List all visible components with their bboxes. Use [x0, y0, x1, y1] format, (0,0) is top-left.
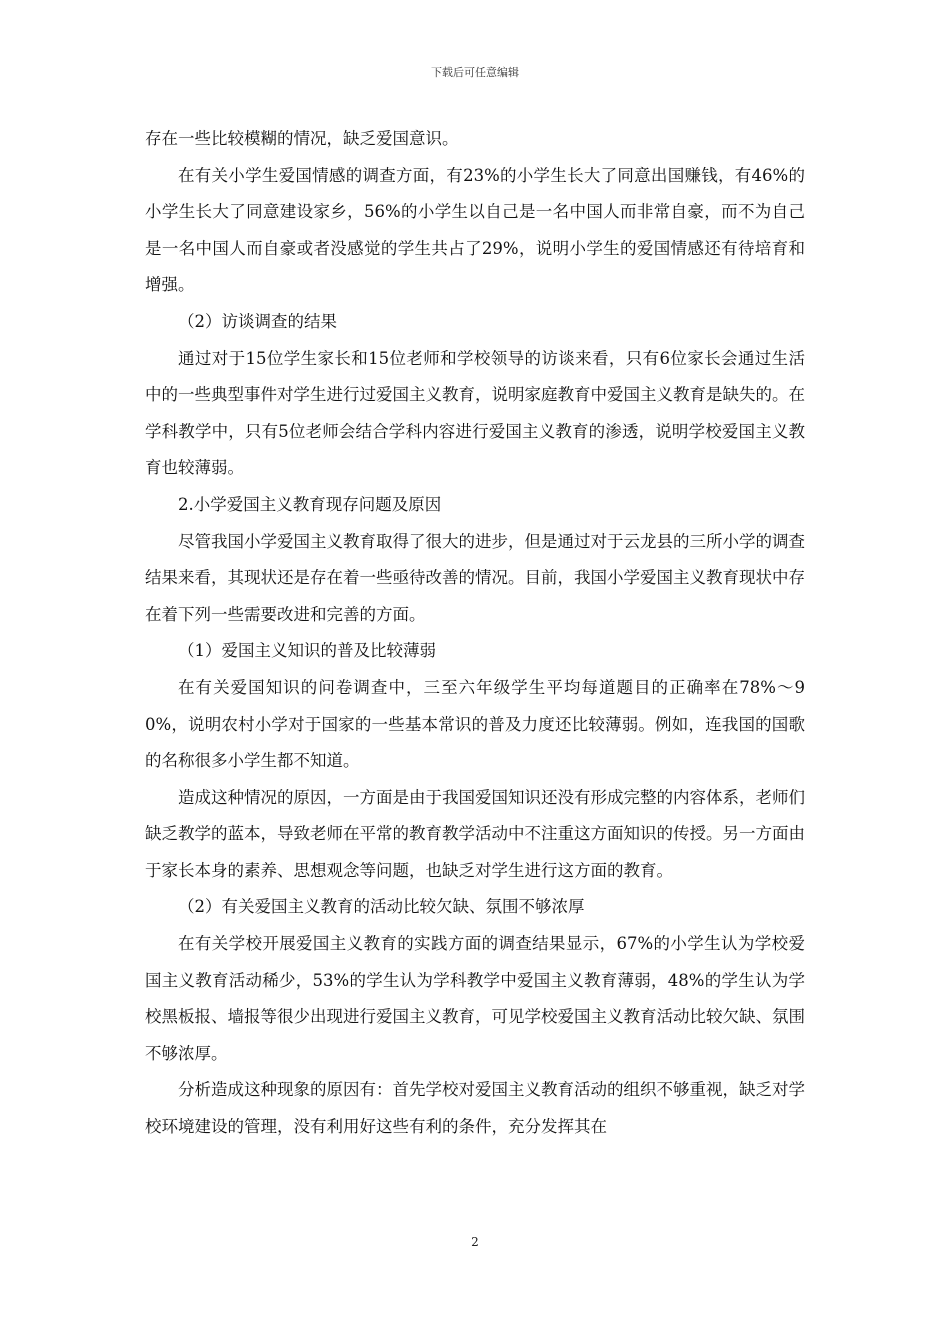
section-heading-interview-results: （2）访谈调查的结果	[178, 311, 337, 331]
paragraph-interview-results: 通过对于15位学生家长和15位老师和学校领导的访谈来看，只有6位家长会通过生活中的一些典型事件对学生进行过爱国主义教育，说明家庭教育中爱国主义教育是缺失的。在学科教学中，只有5位老师会结合学科内容进行爱国主义教育的渗透，说明学校爱国主义教育也较薄弱。	[145, 348, 805, 478]
paragraph-activities-causes: 分析造成这种现象的原因有：首先学校对爱国主义教育活动的组织不够重视，缺乏对学校环境建设的管理，没有利用好这些有利的条件，充分发挥其在	[145, 1080, 805, 1137]
page-header: 下载后可任意编辑	[431, 66, 519, 79]
paragraph-activities-survey: 在有关学校开展爱国主义教育的实践方面的调查结果显示，67%的小学生认为学校爱国主义教育活动稀少，53%的学生认为学科教学中爱国主义教育薄弱，48%的学生认为学校黑板报、墙报等很少出现进行爱国主义教育，可见学校爱国主义教育活动比较欠缺、氛围不够浓厚。	[145, 934, 805, 1063]
section-heading-problems-causes: 2.小学爱国主义教育现存问题及原因	[178, 494, 442, 514]
paragraph-problems-intro: 尽管我国小学爱国主义教育取得了很大的进步，但是通过对于云龙县的三所小学的调查结果来看，其现状还是存在着一些亟待改善的情况。目前，我国小学爱国主义教育现状中存在着下列一些需要改进和完善的方面。	[145, 531, 805, 624]
paragraph-continuation: 存在一些比较模糊的情况，缺乏爱国意识。	[145, 129, 459, 148]
document-body	[145, 121, 805, 1146]
paragraph-knowledge-causes: 造成这种情况的原因，一方面是由于我国爱国知识还没有形成完整的内容体系，老师们缺乏教学的蓝本，导致老师在平常的教育教学活动中不注重这方面知识的传授。另一方面由于家长本身的素养、思想观念等问题，也缺乏对学生进行这方面的教育。	[145, 787, 805, 880]
section-heading-knowledge-weak: （1）爱国主义知识的普及比较薄弱	[178, 641, 436, 661]
paragraph-knowledge-survey: 在有关爱国知识的问卷调查中，三至六年级学生平均每道题目的正确率在78%～90%，说明农村小学对于国家的一些基本常识的普及力度还比较薄弱。例如，连我国的国歌的名称很多小学生都不知道。	[145, 677, 805, 771]
page-number: 2	[471, 1235, 479, 1249]
paragraph-emotion-survey: 在有关小学生爱国情感的调查方面，有23%的小学生长大了同意出国赚钱，有46%的小学生长大了同意建设家乡，56%的小学生以自己是一名中国人而非常自豪，而不为自己是一名中国人而自豪或者没感觉的学生共占了29%，说明小学生的爱国情感还有待培育和增强。	[145, 165, 805, 295]
section-heading-activities-lacking: （2）有关爱国主义教育的活动比较欠缺、氛围不够浓厚	[178, 897, 585, 917]
